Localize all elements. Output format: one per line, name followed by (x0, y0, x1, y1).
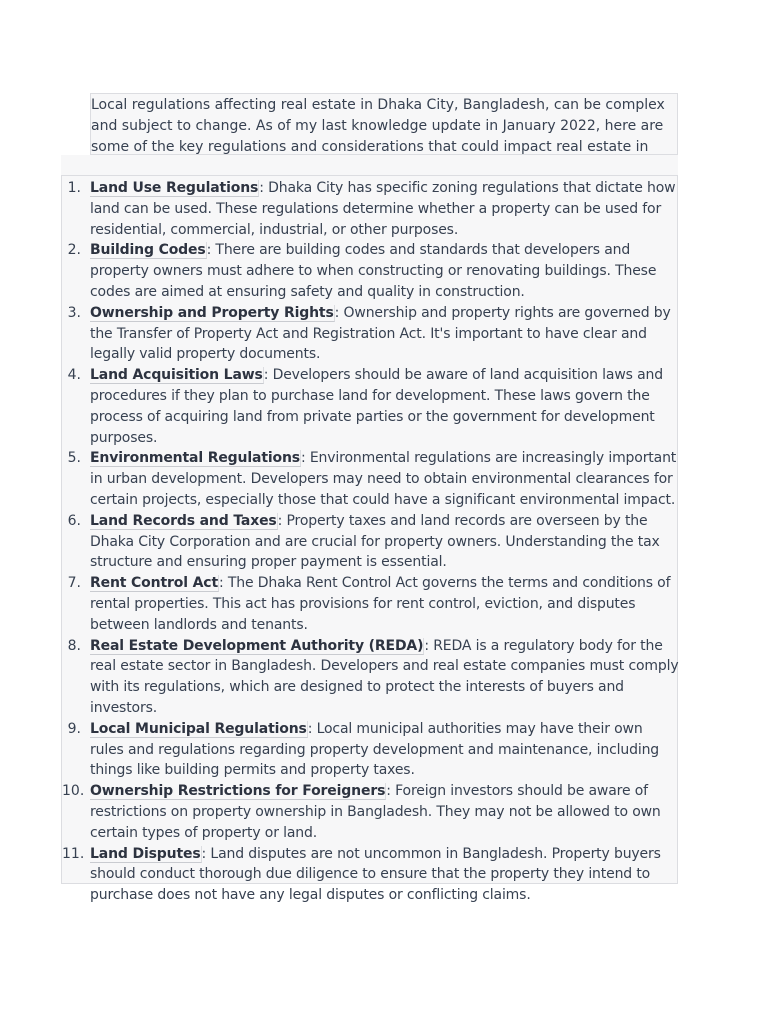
list-item (62, 240, 677, 302)
item-body (90, 365, 680, 448)
item-text: : Local municipal authorities may have their own rules and regulations regarding property development and maintenance, including things like building permits and property taxes. (90, 720, 660, 779)
list-item (62, 719, 677, 781)
item-term: Land Use Regulations (90, 180, 259, 196)
list-item (62, 636, 677, 719)
list-item (62, 448, 677, 510)
item-number: 8. (67, 637, 81, 654)
item-term: Real Estate Development Authority (REDA) (90, 637, 424, 654)
item-number: 6. (67, 512, 81, 529)
item-body (90, 511, 680, 573)
item-number: 4. (67, 367, 81, 384)
item-term: Land Records and Taxes (90, 512, 277, 529)
list-item (62, 844, 677, 906)
item-text: : Ownership and property rights are governed by the Transfer of Property Act and Registration Act. It's important to have clear and legally valid property documents. (90, 304, 671, 363)
item-term: Building Codes (90, 242, 206, 259)
item-term: Land Disputes (90, 845, 201, 862)
item-body (90, 636, 680, 719)
item-number: 5. (67, 450, 81, 467)
item-number: 11. (62, 845, 85, 862)
list-item (62, 303, 677, 365)
item-term: Land Acquisition Laws (90, 367, 263, 384)
item-body (90, 240, 680, 302)
item-number: 3. (67, 304, 81, 321)
list-item (62, 511, 677, 573)
item-text: : Property taxes and land records are overseen by the Dhaka City Corporation and are crucial for property owners. Understanding the tax structure and ensuring proper payment is essential. (90, 512, 660, 571)
item-number: 2. (67, 242, 81, 259)
list-item (62, 178, 677, 240)
item-body (90, 719, 680, 781)
item-number: 9. (67, 720, 81, 737)
item-term: Environmental Regulations (90, 450, 300, 467)
item-text: : REDA is a regulatory body for the real estate sector in Bangladesh. Developers and real estate companies must comply with its regulations, which are designed to protect the interests of buyers and investors. (90, 637, 679, 716)
list-item (62, 365, 677, 448)
item-body (90, 178, 680, 240)
item-number: 10. (62, 783, 85, 800)
item-number: 7. (67, 575, 81, 592)
list-item (62, 781, 677, 843)
intro-paragraph: Local regulations affecting real estate in Dhaka City, Bangladesh, can be complex and subject to change. As of my last knowledge update in January 2022, here are some of the key regulations and considerations that could impact real estate in (90, 93, 678, 155)
item-number: 1. (67, 180, 81, 196)
item-body (90, 303, 680, 365)
item-body (90, 573, 680, 635)
item-text: : There are building codes and standards that developers and property owners must adhere to when constructing or renovating buildings. These codes are aimed at ensuring safety and quality in construction. (90, 242, 657, 300)
item-text: : Foreign investors should be aware of restrictions on property ownership in Bangladesh. They may not be allowed to own certain types of property or land. (90, 783, 661, 841)
item-body (90, 781, 680, 843)
item-text: : Developers should be aware of land acquisition laws and procedures if they plan to purchase land for development. These laws govern the process of acquiring land from private parties or the government for development purposes. (90, 367, 663, 446)
regulations-list (62, 178, 677, 906)
item-body (90, 844, 680, 906)
item-term: Ownership Restrictions for Foreigners (90, 783, 386, 800)
item-body (90, 448, 680, 510)
list-item (62, 573, 677, 635)
item-text: : Land disputes are not uncommon in Bangladesh. Property buyers should conduct thorough due diligence to ensure that the property they intend to purchase does not have any legal disputes or conflicting claims. (90, 845, 661, 904)
item-term: Ownership and Property Rights (90, 304, 334, 321)
section-gap (61, 155, 678, 175)
regulations-list-container (61, 175, 679, 904)
item-text: : Environmental regulations are increasingly important in urban development. Developers may need to obtain environmental clearances for certain projects, especially those that could have a significant environmental impact. (90, 450, 677, 508)
item-text: : The Dhaka Rent Control Act governs the terms and conditions of rental properties. This act has provisions for rent control, eviction, and disputes between landlords and tenants. (90, 575, 671, 633)
item-text: : Dhaka City has specific zoning regulations that dictate how land can be used. These regulations determine whether a property can be used for residential, commercial, industrial, or other purposes. (90, 180, 676, 238)
item-term: Local Municipal Regulations (90, 720, 307, 737)
item-term: Rent Control Act (90, 575, 218, 592)
